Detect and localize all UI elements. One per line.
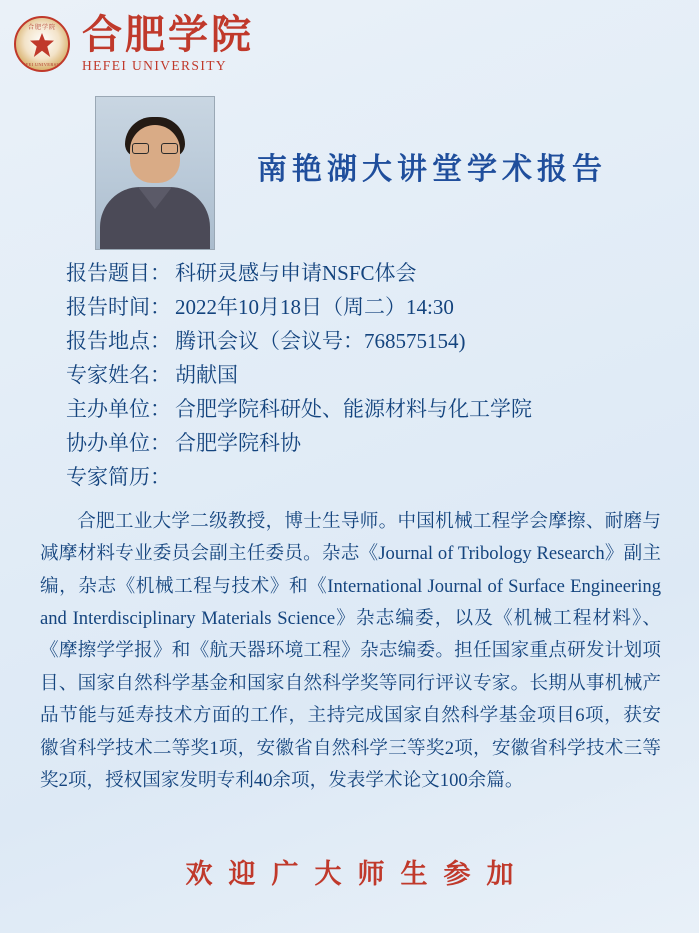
welcome-slogan: 欢迎广大师生参加 <box>185 859 530 889</box>
info-value: 腾讯会议（会议号：768575154) <box>175 329 466 354</box>
info-row-location <box>66 324 699 358</box>
university-name-cn: 合肥学院 <box>82 12 254 57</box>
info-row-speaker <box>66 358 699 392</box>
info-list <box>0 242 699 494</box>
info-value: 合肥学院科研处、能源材料与化工学院 <box>175 397 532 422</box>
top-block <box>0 74 699 242</box>
info-label: 主办单位： <box>66 397 171 422</box>
crest-bottom-text: HEFEI UNIVERSITY <box>19 62 65 67</box>
university-name-en: HEFEI UNIVERSITY <box>82 58 228 73</box>
portrait-face <box>130 125 180 183</box>
info-row-time <box>66 290 699 324</box>
glasses-icon <box>131 143 179 154</box>
info-label: 专家姓名： <box>66 363 171 388</box>
info-row-topic <box>66 256 699 290</box>
info-row-coorganizer <box>66 426 699 460</box>
bio-label: 专家简历： <box>66 465 171 490</box>
header <box>0 0 699 74</box>
crest-emblem-icon <box>30 33 54 57</box>
info-value: 合肥学院科协 <box>175 431 301 456</box>
crest-top-text: 合肥学院 <box>27 25 56 31</box>
university-crest-icon <box>14 16 70 72</box>
info-label: 报告题目： <box>66 261 171 285</box>
university-wordmark <box>82 14 254 74</box>
info-row-organizer <box>66 392 699 426</box>
info-value: 科研灵感与申请NSFC体会 <box>175 261 417 285</box>
info-label: 报告时间： <box>66 295 171 320</box>
info-value: 胡献国 <box>175 363 238 388</box>
info-value: 2022年10月18日（周二）14:30 <box>175 295 454 320</box>
speaker-portrait <box>95 96 215 250</box>
page-title: 南艳湖大讲堂学术报告 <box>257 153 607 186</box>
info-label: 协办单位： <box>66 431 171 456</box>
info-label: 报告地点： <box>66 329 171 354</box>
bio-text: 合肥工业大学二级教授，博士生导师。中国机械工程学会摩擦、耐磨与减摩材料专业委员会副主任委员。杂志《Journal of Tribology Research》副主编，杂志《机械工程与技术》和《International Journal of Surface Engineering and Interdisciplinary Materials Science》杂志编委，以及《机械工程材料》、《摩擦学学报》和《航天器环境工程》杂志编委。担任国家重点研发计划项目、国家自然科学基金和国家自然科学奖等同行评议专家。长期从事机械产品节能与延寿技术方面的工作，主持完成国家自然科学基金项目6项，获安徽省科学技术二等奖1项，安徽省自然科学三等奖2项，安徽省科学技术三等奖2项，授权国家发明专利40余项，发表学术论文100余篇。 <box>40 511 661 791</box>
